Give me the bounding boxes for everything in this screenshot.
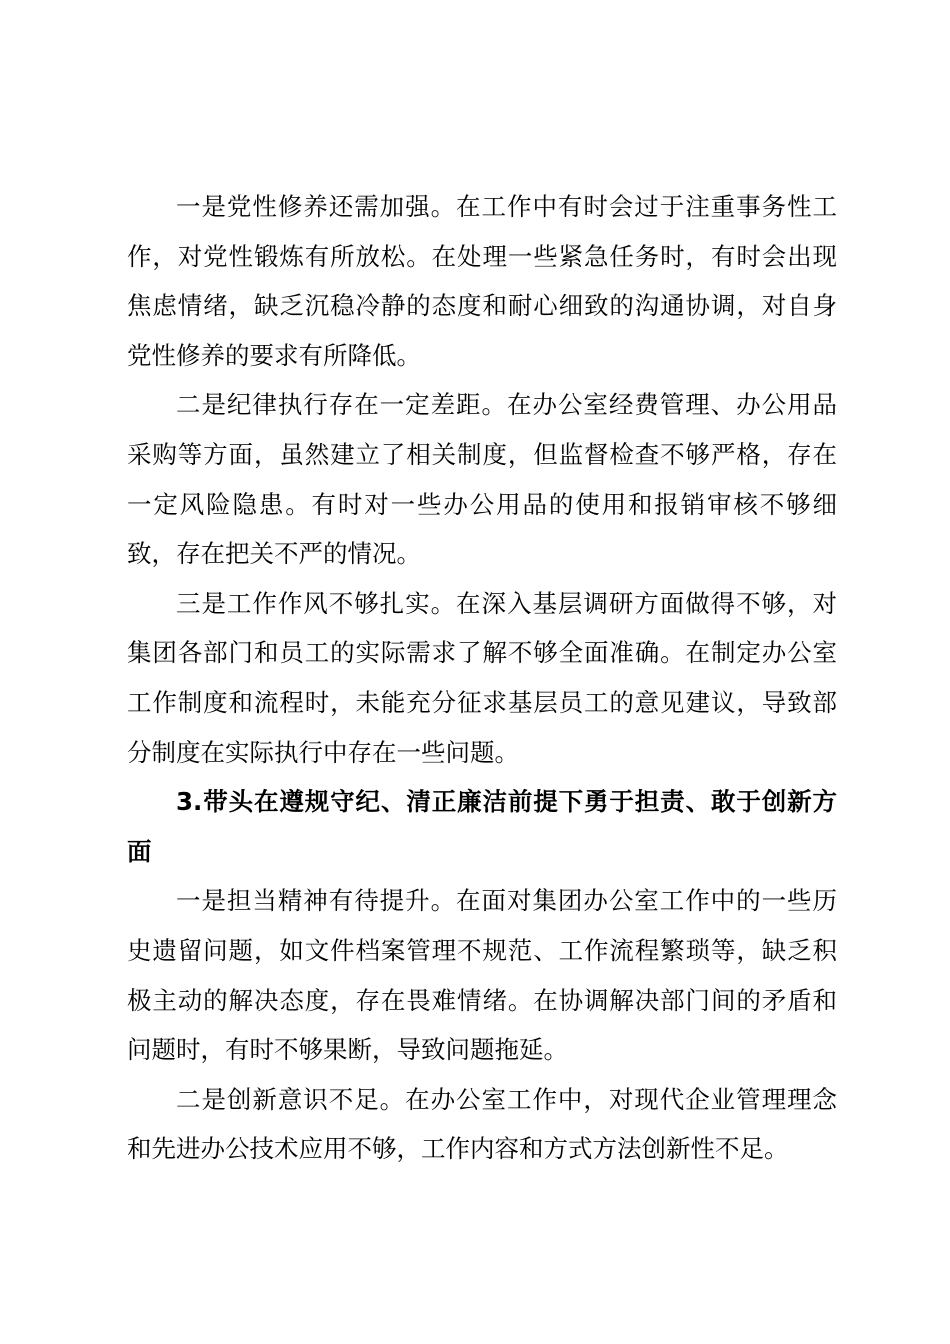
section-heading-3: 3.带头在遵规守纪、清正廉洁前提下勇于担责、敢于创新方面: [127, 787, 837, 866]
paragraph-innovation: 二是创新意识不足。在办公室工作中，对现代企业管理理念和先进办公技术应用不够，工作内容和方式方法创新性不足。: [127, 1084, 837, 1164]
paragraph-responsibility: 一是担当精神有待提升。在面对集团办公室工作中的一些历史遗留问题，如文件档案管理不规范、工作流程繁琐等，缺乏积极主动的解决态度，存在畏难情绪。在协调解决部门间的矛盾和问题时，有时不够果断，导致问题拖延。: [127, 886, 837, 1065]
paragraph-discipline-execution: 二是纪律执行存在一定差距。在办公室经费管理、办公用品采购等方面，虽然建立了相关制度，但监督检查不够严格，存在一定风险隐患。有时对一些办公用品的使用和报销审核不够细致，存在把关不严的情况。: [127, 390, 837, 569]
paragraph-work-style: 三是工作作风不够扎实。在深入基层调研方面做得不够，对集团各部门和员工的实际需求了解不够全面准确。在制定办公室工作制度和流程时，未能充分征求基层员工的意见建议，导致部分制度在实际执行中存在一些问题。: [127, 588, 837, 767]
paragraph-party-cultivation: 一是党性修养还需加强。在工作中有时会过于注重事务性工作，对党性锻炼有所放松。在处理一些紧急任务时，有时会出现焦虑情绪，缺乏沉稳冷静的态度和耐心细致的沟通协调，对自身党性修养的要求有所降低。: [127, 192, 837, 370]
document-body: [127, 182, 837, 1174]
